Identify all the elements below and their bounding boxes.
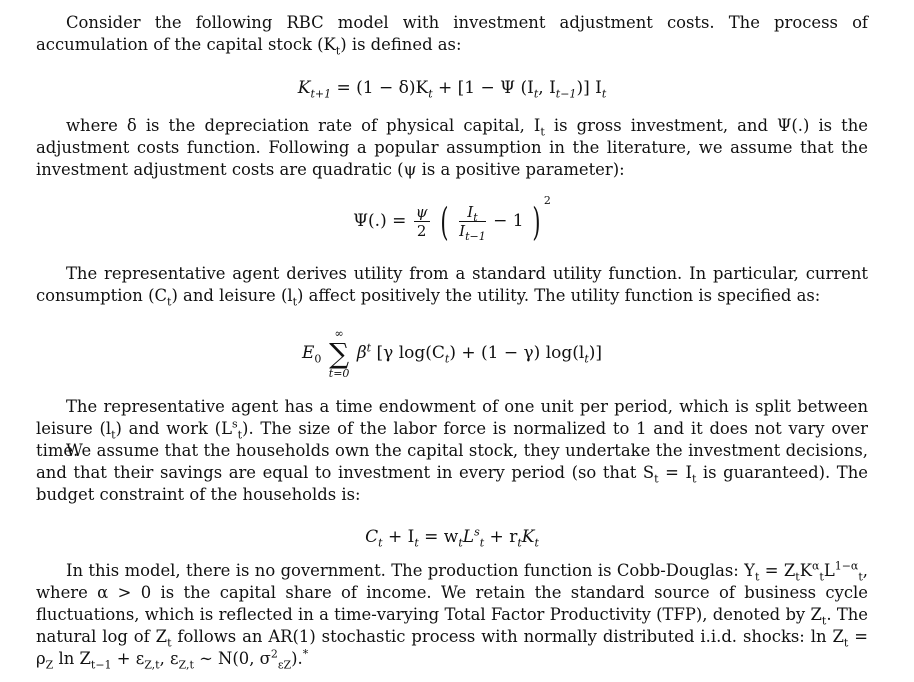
paragraph-utility: The representative agent derives utility from a standard utility function. In particular, current consumption $(C_t)$ and leisure $(l_t)$ affect positively the utility. The utility function is specified as: — [36, 264, 868, 309]
footnote-marker: * — [302, 647, 309, 661]
fraction-psi-over-two: $\frac{\psi}{2}$ — [415, 203, 428, 240]
equation-capital-accumulation: $K_{t+1} = (1 - \delta)K_t + [1 - \Psi$ ($I_t$, $I_{t-1}$)] $I_t$ — [297, 78, 607, 101]
fraction-investment-ratio: $\frac{I_t}{I_{t-1}}$ — [459, 203, 486, 243]
paragraph-time-endowment: The representative agent has a time endowment of one unit per period, which is split between leisure $(l_t)$ and work $(L^s_t)$. The size of the labor force is normalized to 1 and it does not vary over time. — [36, 397, 868, 460]
equation-utility-function: $E_0$ ∞ ∑ t=0 $\beta^t$ [γ $\log(C_t) + (1 - \gamma)$ $\log(l_t)$] — [301, 326, 603, 380]
paragraph-production: In this model, there is no government. The production function is Cobb-Douglas: $Y_t = Z_tK^\alpha_tL^{1-\alpha}_t$, where α > 0 is the capital share of income. We retain the standard source of business cycle fluctuations, which is reflected in a time-varying Total Factor Productivity (TFP), denoted by $Z_t$. The natural log of $Z_t$ follows an AR(1) stochastic process with normally distributed i.i.d. shocks: $\ln Z_t = \rho_Z$ $\ln Z_{t-1} + \varepsilon_{Z,t}$, $\varepsilon_{Z,t}$ ∼ N(0, $\sigma^2_{\varepsilon Z}).^*$ — [36, 559, 869, 672]
summation-sign: ∞ ∑ t=0 — [328, 326, 350, 380]
equation-budget-constraint: $C_t + I_t = w_tL^s_t + r_tK_t$ — [365, 525, 539, 550]
paragraph-capital-accumulation: Consider the following RBC model with investment adjustment costs. The process of accumulation of the capital stock $(K_t)$ is defined as: — [36, 13, 868, 58]
paragraph-budget-intro: We assume that the households own the capital stock, they undertake the investment decisions, and that their savings are equal to investment in every period (so that $S_t = I_t$ is guaranteed). The budget constraint of the households is: — [36, 441, 868, 504]
equation-adjustment-cost-function: Ψ(.) = $\frac{\psi}{2}$ ( $\frac{I_t}{I_{t-1}}$ − 1 ) $^2$ — [353, 194, 551, 244]
paragraph-adjustment-costs: where δ is the depreciation rate of physical capital, $I_t$ is gross investment, and Ψ(.) is the adjustment costs function. Following a popular assumption in the literature, we assume that the investment adjustment costs are quadratic (ψ is a positive parameter): — [36, 116, 869, 179]
